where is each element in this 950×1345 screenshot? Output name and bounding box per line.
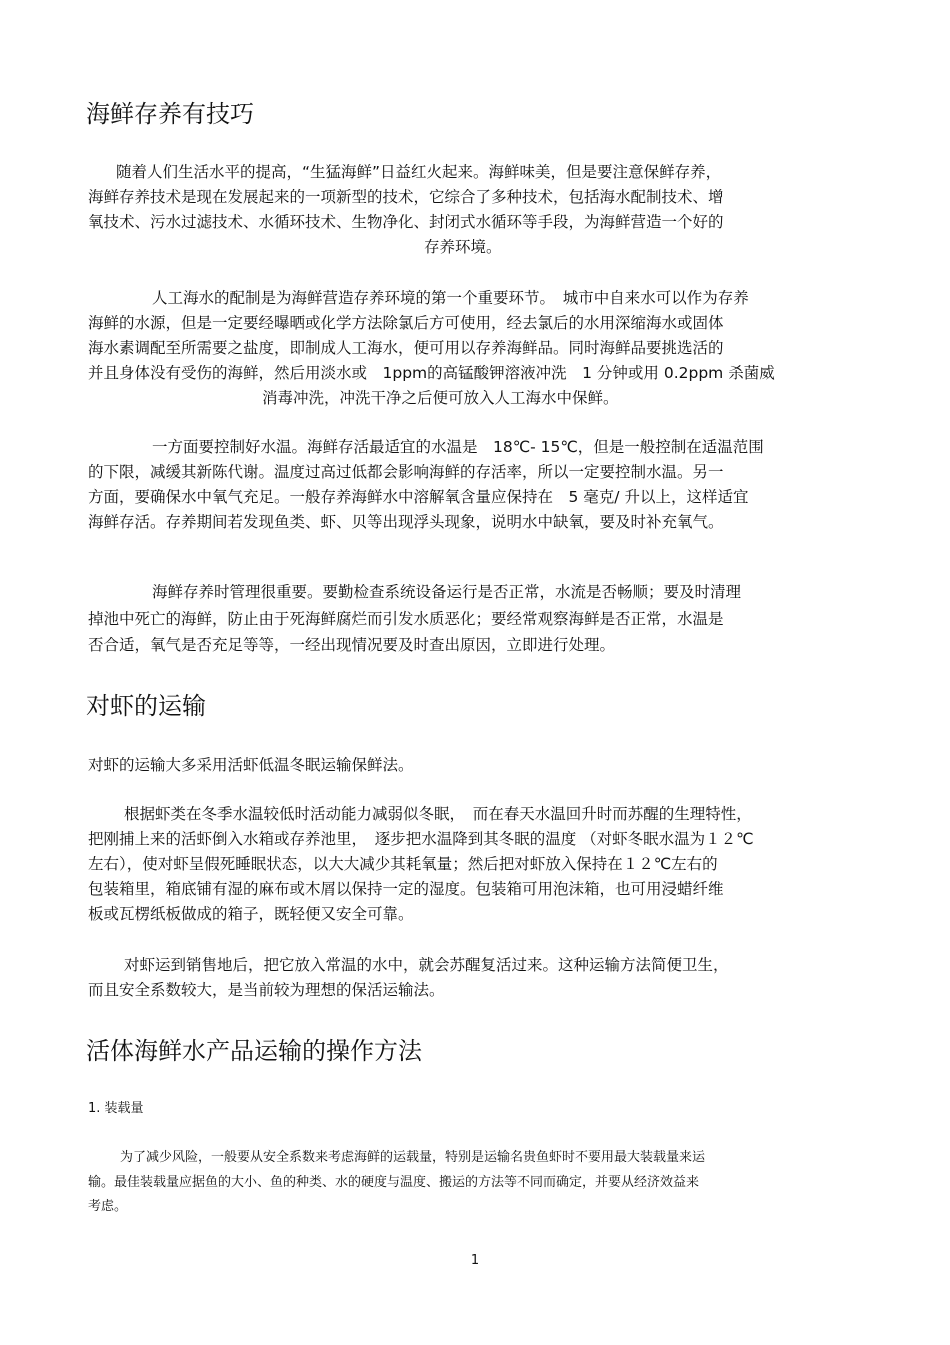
text-line: 输。最佳装载量应据鱼的大小、鱼的种类、水的硬度与温度、搬运的方法等不同而确定，并要从经济效益来 (88, 1175, 700, 1190)
text-line: 并且身体没有受伤的海鲜，然后用淡水或 1ppm的高锰酸钾溶液冲洗 1 分钟或用 0.2ppm 杀菌威 (88, 364, 775, 382)
text-line: 考虑。 (88, 1199, 128, 1214)
text-line: 左右），使对虾呈假死睡眠状态，以大大减少其耗氧量；然后把对虾放入保持在１２℃左右的 (88, 855, 718, 873)
text-line: 对虾的运输大多采用活虾低温冬眠运输保鲜法。 (88, 756, 414, 774)
text-line: 氧技术、污水过滤技术、水循环技术、生物净化、封闭式水循环等手段，为海鲜营造一个好的 (88, 213, 724, 231)
text-line: 板或瓦楞纸板做成的箱子，既轻便又安全可靠。 (88, 905, 414, 923)
text-line: 对虾运到销售地后，把它放入常温的水中，就会苏醒复活过来。这种运输方法简便卫生， (124, 956, 729, 974)
text-line: 海鲜的水源，但是一定要经曝晒或化学方法除氯后方可使用，经去氯后的水用深缩海水或固体 (88, 314, 724, 332)
text-line: 消毒冲洗，冲洗干净之后便可放入人工海水中保鲜。 (262, 389, 619, 407)
text-line: 随着人们生活水平的提高，“生猛海鲜”日益红火起来。海鲜味美，但是要注意保鲜存养， (116, 163, 722, 181)
text-line: 掉池中死亡的海鲜，防止由于死海鲜腐烂而引发水质恶化；要经常观察海鲜是否正常，水温是 (88, 610, 724, 628)
text-line: 把刚捕上来的活虾倒入水箱或存养池里， 逐步把水温降到其冬眠的温度 （对虾冬眠水温为１２℃ (88, 830, 754, 848)
text-line: 海水素调配至所需要之盐度，即制成人工海水，便可用以存养海鲜品。同时海鲜品要挑选活的 (88, 339, 724, 357)
text-line: 存养环境。 (424, 238, 502, 256)
text-line: 海鲜存养时管理很重要。要勤检查系统设备运行是否正常，水流是否畅顺；要及时清理 (152, 583, 742, 601)
text-line: 海鲜存活。存养期间若发现鱼类、虾、贝等出现浮头现象，说明水中缺氧，要及时补充氧气。 (88, 513, 724, 531)
text-line: 为了减少风险，一般要从安全系数来考虑海鲜的运载量，特别是运输名贵鱼虾时不要用最大装载量来运 (120, 1150, 706, 1165)
text-line: 包装箱里，箱底铺有湿的麻布或木屑以保持一定的湿度。包装箱可用泡沫箱，也可用浸蜡纤维 (88, 880, 724, 898)
text-line: 方面，要确保水中氧气充足。一般存养海鲜水中溶解氧含量应保持在 5 毫克/ 升以上，这样适宜 (88, 488, 749, 506)
section-heading-shrimp-transport: 对虾的运输 (86, 692, 206, 720)
text-line: 而且安全系数较大，是当前较为理想的保活运输法。 (88, 981, 445, 999)
page-number: 1 (470, 1253, 480, 1268)
text-line: 一方面要控制好水温。海鲜存活最适宜的水温是 18℃- 15℃，但是一般控制在适温范围 (152, 438, 764, 456)
text-line: 的下限，减缓其新陈代谢。温度过高过低都会影响海鲜的存活率，所以一定要控制水温。另一 (88, 463, 724, 481)
section-heading-live-seafood-operation: 活体海鲜水产品运输的操作方法 (86, 1037, 422, 1065)
text-line: 根据虾类在冬季水温较低时活动能力减弱似冬眠， 而在春天水温回升时而苏醒的生理特性， (124, 805, 752, 823)
section-heading-seafood-storage: 海鲜存养有技巧 (86, 100, 254, 128)
text-line: 海鲜存养技术是现在发展起来的一项新型的技术，它综合了多种技术，包括海水配制技术、增 (88, 188, 724, 206)
text-line: 人工海水的配制是为海鲜营造存养环境的第一个重要环节。 城市中自来水可以作为存养 (152, 289, 749, 307)
text-line: 否合适，氧气是否充足等等，一经出现情况要及时查出原因，立即进行处理。 (88, 636, 616, 654)
text-line: 1. 装载量 (88, 1101, 144, 1116)
